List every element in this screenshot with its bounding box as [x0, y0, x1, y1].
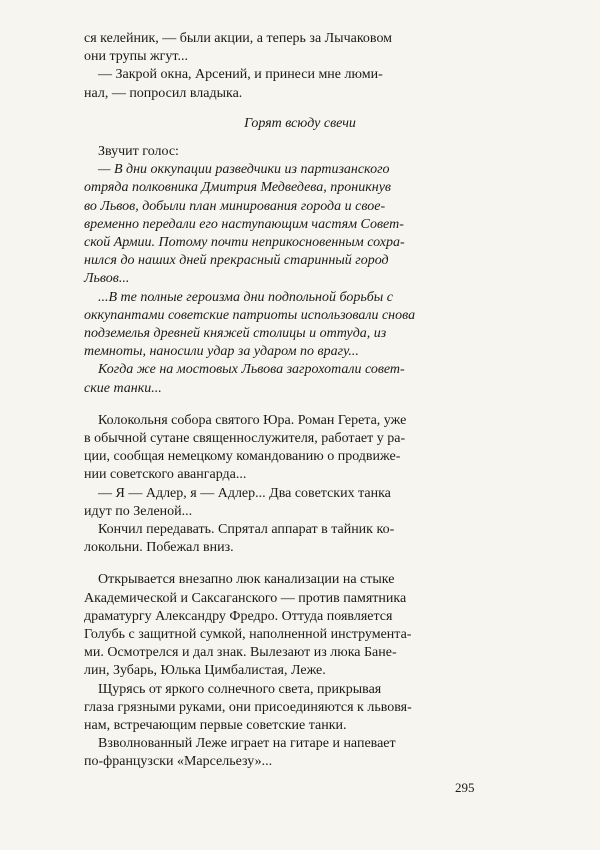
text-line: ...В те полные героизма дни подпольной борьбы с: [98, 290, 393, 305]
text-line: нии советского авангарда...: [84, 467, 247, 482]
text-line: — Закрой окна, Арсений, и принеси мне люми-: [98, 67, 383, 82]
section-title: Горят всюду свечи: [244, 116, 356, 131]
text-line: Звучит голос:: [98, 144, 179, 159]
text-line: по-французски «Марсельезу»...: [84, 754, 273, 769]
text-line: драматургу Александру Фредро. Оттуда появляется: [84, 609, 393, 624]
text-line: Академической и Саксаганского — против памятника: [84, 591, 407, 606]
page-number: 295: [455, 780, 475, 795]
text-line: Взволнованный Леже играет на гитаре и напевает: [98, 736, 396, 751]
text-line: Голубь с защитной сумкой, наполненной инструмента-: [84, 627, 412, 642]
text-line: ся келейник, — были акции, а теперь за Лычаковом: [84, 31, 393, 46]
text-line: нился до наших дней прекрасный старинный город: [84, 253, 389, 268]
text-line: Колокольня собора святого Юра. Роман Герета, уже: [98, 413, 407, 428]
text-line: Когда же на мостовых Львова загрохотали совет-: [98, 362, 405, 377]
text-line: нал, — попросил владыка.: [84, 86, 243, 101]
text-line: Щурясь от яркого солнечного света, прикрывая: [98, 682, 382, 697]
text-line: временно передали его наступающим частям Совет-: [84, 217, 404, 232]
text-line: Львов...: [84, 271, 130, 286]
text-line: темноты, наносили удар за ударом по врагу...: [84, 344, 359, 359]
text-line: локольни. Побежал вниз.: [84, 540, 234, 555]
text-line: они трупы жгут...: [84, 49, 188, 64]
text-line: ской Армии. Потому почти неприкосновенным сохра-: [84, 235, 405, 250]
text-line: — Я — Адлер, я — Адлер... Два советских танка: [98, 486, 391, 501]
text-line: Открывается внезапно люк канализации на стыке: [98, 572, 395, 587]
text-line: идут по Зеленой...: [84, 504, 193, 519]
text-line: отряда полковника Дмитрия Медведева, проникнув: [84, 180, 392, 195]
text-line: ми. Осмотрелся и дал знак. Вылезают из люка Бане-: [84, 645, 397, 660]
text-line: глаза грязными руками, они присоединяются к львовя-: [84, 700, 412, 715]
text-line: подземелья древней княжей столицы и оттуда, из: [84, 326, 387, 341]
text-line: оккупантами советские патриоты использовали снова: [84, 308, 416, 323]
text-line: нам, встречающим первые советские танки.: [84, 718, 347, 733]
text-line: ские танки...: [84, 381, 162, 396]
text-line: ции, сообщая немецкому командованию о продвиже-: [84, 449, 401, 464]
text-line: лин, Зубарь, Юлька Цимбалистая, Леже.: [84, 663, 326, 678]
text-line: — В дни оккупации разведчики из партизанского: [98, 162, 390, 177]
text-line: во Львов, добыли план минирования города и свое-: [84, 199, 386, 214]
text-line: в обычной сутане священнослужителя, работает у ра-: [84, 431, 406, 446]
text-line: Кончил передавать. Спрятал аппарат в тайник ко-: [98, 522, 395, 537]
